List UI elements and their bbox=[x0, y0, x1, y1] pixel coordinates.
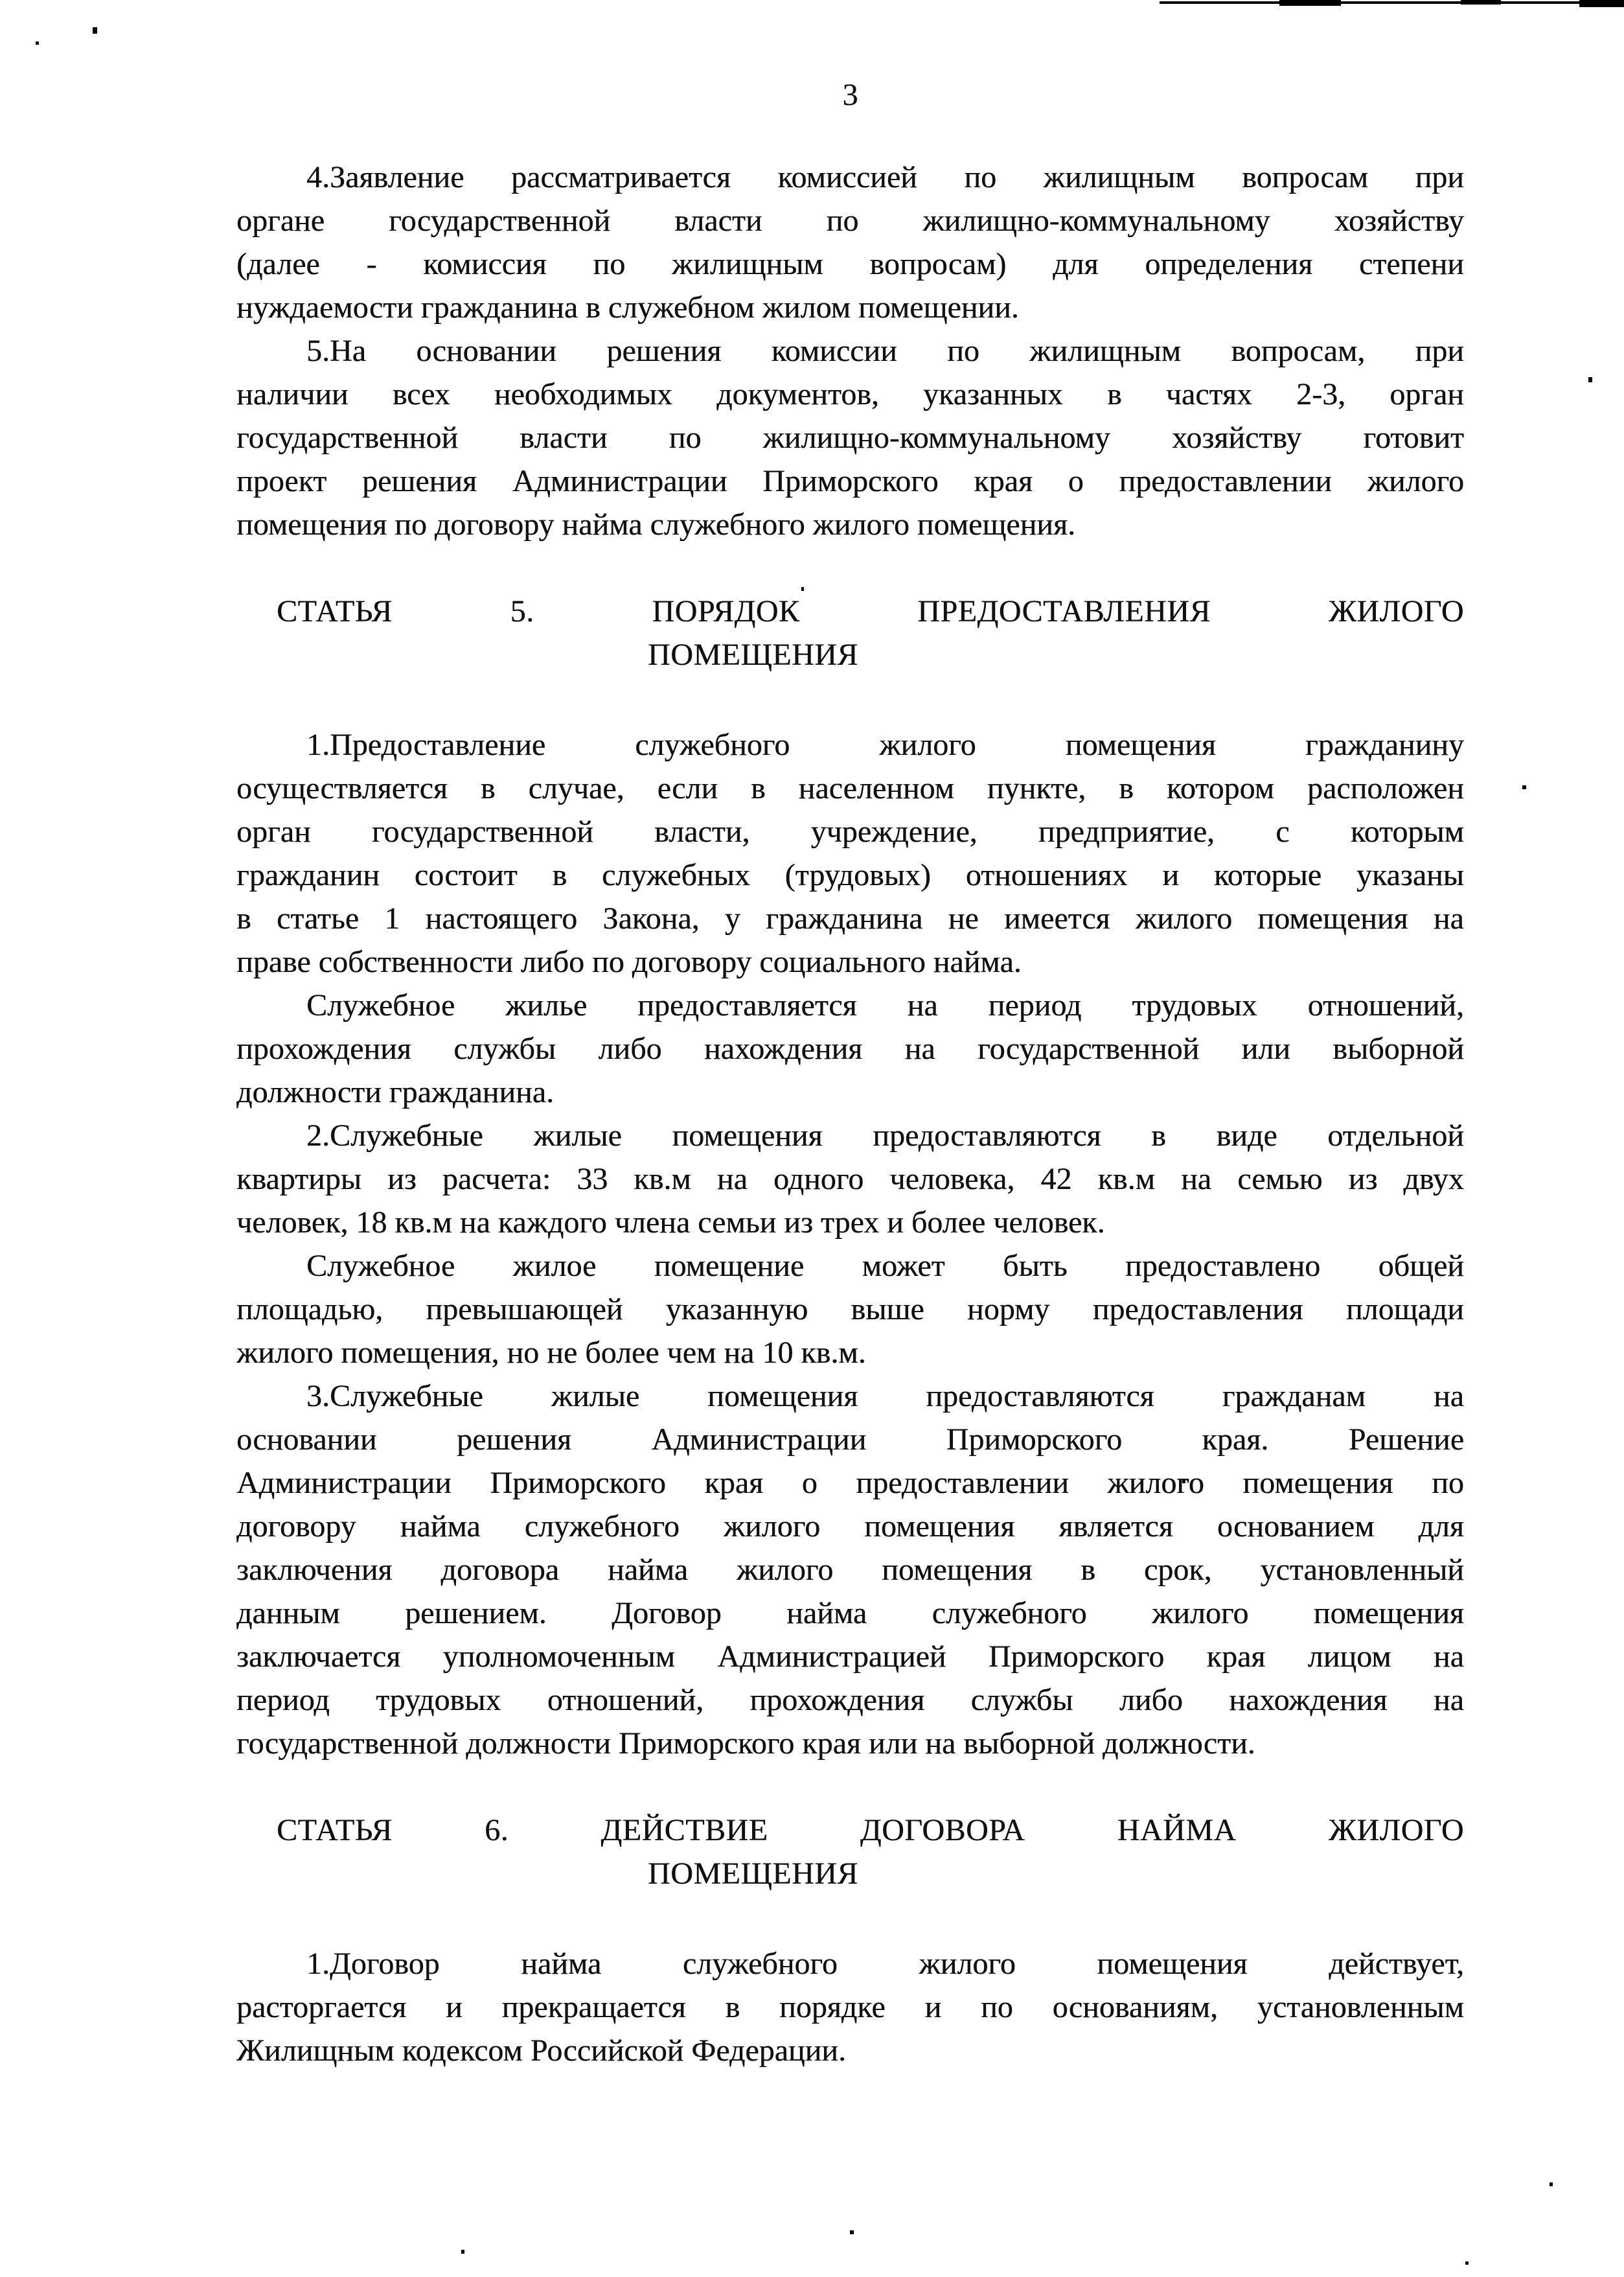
word: основании bbox=[416, 334, 556, 368]
text-line bbox=[236, 1985, 1464, 2029]
word: по bbox=[1432, 1466, 1464, 1500]
word: кв.м bbox=[1097, 1162, 1155, 1196]
word: края bbox=[1206, 1639, 1266, 1674]
text-line: должности гражданина. bbox=[236, 1075, 555, 1109]
word: в bbox=[1119, 771, 1134, 805]
word: края. bbox=[1202, 1422, 1269, 1457]
word: проект bbox=[236, 464, 327, 498]
word: период bbox=[988, 988, 1082, 1023]
word: гражданам bbox=[1222, 1379, 1366, 1413]
word: населенном bbox=[798, 771, 954, 805]
word: по bbox=[947, 334, 979, 368]
text-line: помещения по договору найма служебного жилого помещения. bbox=[236, 507, 1076, 542]
text-line bbox=[236, 1114, 1464, 1157]
scan-noise-dot bbox=[36, 41, 39, 45]
word: статье bbox=[276, 901, 360, 936]
word: квартиры bbox=[236, 1162, 361, 1196]
word: службы bbox=[453, 1032, 556, 1066]
word: либо bbox=[598, 1032, 662, 1066]
word: жилищным bbox=[1043, 160, 1195, 194]
text-line bbox=[236, 897, 1464, 940]
word: жилые bbox=[551, 1379, 640, 1413]
word: края bbox=[704, 1466, 764, 1500]
word: ДЕЙСТВИЕ bbox=[600, 1813, 768, 1847]
word: жилого bbox=[1367, 464, 1464, 498]
word: быть bbox=[1003, 1249, 1068, 1283]
word: основаниям, bbox=[1052, 1990, 1218, 2024]
word: с bbox=[1275, 815, 1290, 849]
word: комиссия bbox=[423, 247, 547, 281]
word: решения bbox=[606, 334, 722, 368]
word: определения bbox=[1145, 247, 1313, 281]
word: является bbox=[1058, 1509, 1173, 1543]
text-line bbox=[236, 1244, 1464, 1288]
word: ЖИЛОГО bbox=[1328, 594, 1464, 629]
word: помещения bbox=[1257, 901, 1408, 936]
word: Договор bbox=[612, 1596, 722, 1630]
word: указанных bbox=[923, 377, 1063, 411]
word: пункте, bbox=[987, 771, 1086, 805]
word: НАЙМА bbox=[1117, 1813, 1237, 1847]
word: в bbox=[236, 901, 251, 936]
word: предоставлении bbox=[1119, 464, 1332, 498]
word: вопросам, bbox=[1231, 334, 1366, 368]
word: помещения bbox=[1065, 728, 1216, 762]
word: которые bbox=[1213, 858, 1321, 892]
text-line bbox=[236, 853, 1464, 897]
word: помещения bbox=[1097, 1947, 1248, 1981]
word: общей bbox=[1378, 1249, 1464, 1283]
text-line: ПОМЕЩЕНИЯ bbox=[648, 638, 858, 672]
word: помещение bbox=[654, 1249, 805, 1283]
word: предоставлено bbox=[1125, 1249, 1321, 1283]
word: заключения bbox=[236, 1553, 393, 1587]
word: власти bbox=[520, 421, 608, 455]
word: жилого bbox=[736, 1553, 834, 1587]
word: предоставлении bbox=[856, 1466, 1069, 1500]
word: не bbox=[948, 901, 979, 936]
word: отношений, bbox=[1307, 988, 1464, 1023]
word: помещения bbox=[707, 1379, 858, 1413]
word: и bbox=[924, 1990, 942, 2024]
word: Администрации bbox=[236, 1466, 452, 1500]
word: государственной bbox=[389, 203, 611, 238]
word: служебного bbox=[635, 728, 790, 762]
text-line: жилого помещения, но не более чем на 10 кв.м. bbox=[236, 1335, 866, 1370]
word: выборной bbox=[1332, 1032, 1464, 1066]
word: лицом bbox=[1307, 1639, 1391, 1674]
word: решения bbox=[457, 1422, 572, 1457]
word: настоящего bbox=[425, 901, 578, 936]
word: 6. bbox=[485, 1813, 509, 1847]
word: жилищным bbox=[1029, 334, 1182, 368]
paragraph bbox=[236, 984, 1464, 1114]
word: предоставляются bbox=[873, 1118, 1101, 1153]
word: на bbox=[716, 1162, 748, 1196]
word: прохождения bbox=[236, 1032, 411, 1066]
text-line bbox=[236, 1548, 1464, 1591]
word: по bbox=[826, 203, 859, 238]
text-line bbox=[236, 723, 1464, 767]
word: и bbox=[1162, 858, 1179, 892]
word: жилого bbox=[879, 728, 976, 762]
word: 1 bbox=[384, 901, 400, 936]
word: в bbox=[480, 771, 496, 805]
word: уполномоченным bbox=[442, 1639, 676, 1674]
word: Администрацией bbox=[717, 1639, 946, 1674]
scan-noise-dot bbox=[1550, 2182, 1553, 2186]
word: площадью, bbox=[236, 1292, 383, 1326]
word: документов, bbox=[716, 377, 879, 411]
word: норму bbox=[967, 1292, 1050, 1326]
word: государственной bbox=[978, 1032, 1200, 1066]
scan-noise-dot bbox=[1465, 2261, 1469, 2265]
text-line bbox=[236, 242, 1464, 286]
word: комиссии bbox=[771, 334, 897, 368]
word: 2.Служебные bbox=[306, 1118, 483, 1153]
word: у bbox=[724, 901, 740, 936]
word: Приморского bbox=[946, 1422, 1123, 1457]
word: площади bbox=[1345, 1292, 1464, 1326]
text-line: нуждаемости гражданина в служебном жилом помещении. bbox=[236, 290, 1019, 325]
word: из bbox=[387, 1162, 417, 1196]
word: найма bbox=[786, 1596, 867, 1630]
word: прохождения bbox=[749, 1683, 925, 1717]
word: виде bbox=[1216, 1118, 1277, 1153]
word: случае, bbox=[528, 771, 624, 805]
word: помещения bbox=[864, 1509, 1015, 1543]
text-line bbox=[236, 156, 1464, 199]
page-number: 3 bbox=[842, 78, 858, 112]
word: служебного bbox=[682, 1947, 838, 1981]
text-line: праве собственности либо по договору социального найма. bbox=[236, 945, 1022, 979]
text-line bbox=[236, 1591, 1464, 1635]
scan-noise-dot bbox=[1588, 377, 1592, 382]
text-line bbox=[236, 1678, 1464, 1722]
word: расположен bbox=[1307, 771, 1464, 805]
word: может bbox=[862, 1249, 945, 1283]
word: 3.Служебные bbox=[306, 1379, 483, 1413]
word: необходимых bbox=[494, 377, 672, 411]
word: о bbox=[1068, 464, 1084, 498]
word: расторгается bbox=[236, 1990, 407, 2024]
word: по bbox=[669, 421, 702, 455]
scan-noise-dot bbox=[93, 27, 97, 34]
word: на bbox=[1433, 1379, 1464, 1413]
word: выше bbox=[851, 1292, 924, 1326]
word: решением. bbox=[405, 1596, 547, 1630]
document-body bbox=[236, 156, 1464, 2072]
text-line bbox=[236, 373, 1464, 416]
scan-edge-line bbox=[1461, 0, 1501, 5]
word: на bbox=[904, 1032, 935, 1066]
word: наличии bbox=[236, 377, 349, 411]
word: по bbox=[981, 1990, 1013, 2024]
text-line bbox=[236, 810, 1464, 853]
word: края bbox=[974, 464, 1033, 498]
word: человека, bbox=[889, 1162, 1015, 1196]
word: из bbox=[1348, 1162, 1378, 1196]
word: рассматривается bbox=[511, 160, 731, 194]
article-heading bbox=[236, 1809, 1464, 1895]
word: органе bbox=[236, 203, 325, 238]
text-line bbox=[236, 416, 1464, 459]
word: власти, bbox=[654, 815, 750, 849]
word: 42 bbox=[1040, 1162, 1072, 1196]
word: одного bbox=[773, 1162, 864, 1196]
word: на bbox=[1433, 901, 1464, 936]
word: власти bbox=[674, 203, 762, 238]
text-line: ПОМЕЩЕНИЯ bbox=[648, 1856, 858, 1891]
word: найма bbox=[521, 1947, 602, 1981]
word: помещения bbox=[672, 1118, 823, 1153]
word: 2-3, bbox=[1296, 377, 1346, 411]
word: СТАТЬЯ bbox=[277, 1813, 393, 1847]
word: орган bbox=[236, 815, 311, 849]
word: службы bbox=[970, 1683, 1073, 1717]
word: найма bbox=[607, 1553, 688, 1587]
word: действует, bbox=[1329, 1947, 1464, 1981]
word: 1.Предоставление bbox=[306, 728, 546, 762]
scan-edge-line bbox=[1279, 0, 1341, 6]
article-heading bbox=[236, 590, 1464, 676]
word: помещения bbox=[882, 1553, 1033, 1587]
word: на bbox=[1433, 1683, 1464, 1717]
word: жилое bbox=[512, 1249, 597, 1283]
word: всех bbox=[392, 377, 450, 411]
word: основании bbox=[236, 1422, 377, 1457]
word: предоставления bbox=[1092, 1292, 1303, 1326]
word: либо bbox=[1119, 1683, 1183, 1717]
word: отношений, bbox=[547, 1683, 704, 1717]
word: в bbox=[751, 771, 766, 805]
word: срок, bbox=[1143, 1553, 1212, 1587]
word: Приморского bbox=[762, 464, 939, 498]
word: отдельной bbox=[1327, 1118, 1464, 1153]
paragraph bbox=[236, 723, 1464, 984]
scan-noise-dot bbox=[850, 2230, 854, 2234]
word: на bbox=[907, 988, 938, 1023]
word: в bbox=[1151, 1118, 1166, 1153]
word: Служебное bbox=[306, 1249, 455, 1283]
word: жилого bbox=[723, 1509, 821, 1543]
word: для bbox=[1053, 247, 1099, 281]
word: служебных bbox=[601, 858, 750, 892]
text-line: государственной должности Приморского края или на выборной должности. bbox=[236, 1726, 1255, 1761]
word: прекращается bbox=[501, 1990, 686, 2024]
text-line bbox=[236, 1942, 1464, 1985]
word: жилье bbox=[505, 988, 588, 1023]
paragraph bbox=[236, 1244, 1464, 1374]
word: вопросам) bbox=[869, 247, 1007, 281]
word: ПОРЯДОК bbox=[652, 594, 800, 629]
text-line bbox=[236, 1374, 1464, 1418]
word: трудовых bbox=[1132, 988, 1257, 1023]
word: гражданина bbox=[766, 901, 923, 936]
paragraph bbox=[236, 1942, 1464, 2072]
word: жилищным bbox=[671, 247, 823, 281]
word: кв.м bbox=[634, 1162, 691, 1196]
text-line: человек, 18 кв.м на каждого члена семьи из трех и более человек. bbox=[236, 1205, 1105, 1240]
word: трудовых bbox=[376, 1683, 501, 1717]
word: договора bbox=[440, 1553, 559, 1587]
word: предприятие, bbox=[1038, 815, 1215, 849]
text-line bbox=[236, 767, 1464, 810]
word: на bbox=[1433, 1639, 1464, 1674]
word: нахождения bbox=[703, 1032, 863, 1066]
word: отношениях bbox=[965, 858, 1128, 892]
scan-noise-dot bbox=[1522, 785, 1526, 789]
text-line bbox=[236, 1027, 1464, 1070]
word: государственной bbox=[371, 815, 593, 849]
word: служебного bbox=[524, 1509, 680, 1543]
word: для bbox=[1418, 1509, 1464, 1543]
text-line: Жилищным кодексом Российской Федерации. bbox=[236, 2033, 846, 2068]
word: которым bbox=[1350, 815, 1464, 849]
paragraph bbox=[236, 1374, 1464, 1765]
text-line bbox=[236, 1809, 1464, 1852]
text-line bbox=[236, 590, 1464, 633]
word: ПРЕДОСТАВЛЕНИЯ bbox=[917, 594, 1211, 629]
word: указаны bbox=[1356, 858, 1464, 892]
word: при bbox=[1415, 160, 1464, 194]
word: ЖИЛОГО bbox=[1328, 1813, 1464, 1847]
word: в bbox=[1106, 377, 1122, 411]
word: готовит bbox=[1363, 421, 1464, 455]
word: если bbox=[657, 771, 718, 805]
word: государственной bbox=[236, 421, 459, 455]
word: период bbox=[236, 1683, 330, 1717]
word: при bbox=[1415, 334, 1464, 368]
word: помещения bbox=[1313, 1596, 1464, 1630]
word: гражданину bbox=[1305, 728, 1464, 762]
text-line bbox=[236, 1157, 1464, 1201]
word: Приморского bbox=[988, 1639, 1165, 1674]
text-line bbox=[236, 984, 1464, 1027]
word: расчета: bbox=[442, 1162, 551, 1196]
word: (трудовых) bbox=[784, 858, 931, 892]
word: состоит bbox=[414, 858, 518, 892]
word: степени bbox=[1358, 247, 1464, 281]
paragraph bbox=[236, 1114, 1464, 1244]
word: договору bbox=[236, 1509, 356, 1543]
word: служебного bbox=[932, 1596, 1087, 1630]
word: вопросам bbox=[1242, 160, 1368, 194]
word: и bbox=[446, 1990, 463, 2024]
word: 33 bbox=[577, 1162, 608, 1196]
word: в bbox=[725, 1990, 740, 2024]
paragraph bbox=[236, 329, 1464, 546]
word: по bbox=[964, 160, 997, 194]
word: 4.Заявление bbox=[306, 160, 464, 194]
word: 5.На bbox=[306, 334, 366, 368]
word: Администрации bbox=[651, 1422, 867, 1457]
word: в bbox=[1081, 1553, 1095, 1587]
text-line bbox=[236, 1461, 1464, 1505]
text-line bbox=[236, 199, 1464, 242]
word: помещения bbox=[1242, 1466, 1393, 1500]
text-line bbox=[236, 1288, 1464, 1331]
text-line bbox=[236, 329, 1464, 373]
word: основанием bbox=[1217, 1509, 1375, 1543]
word: установленный bbox=[1260, 1553, 1464, 1587]
word: жилые bbox=[533, 1118, 622, 1153]
word: учреждение, bbox=[810, 815, 978, 849]
word: хозяйству bbox=[1172, 421, 1302, 455]
word: семью bbox=[1237, 1162, 1323, 1196]
word: комиссией bbox=[777, 160, 917, 194]
word: заключается bbox=[236, 1639, 401, 1674]
word: Администрации bbox=[512, 464, 727, 498]
word: жилого bbox=[1107, 1466, 1204, 1500]
word: хозяйству bbox=[1334, 203, 1464, 238]
word: - bbox=[366, 247, 377, 281]
word: 1.Договор bbox=[306, 1947, 440, 1981]
word: данным bbox=[236, 1596, 340, 1630]
word: Служебное bbox=[306, 988, 455, 1023]
word: орган bbox=[1390, 377, 1464, 411]
word: осуществляется bbox=[236, 771, 448, 805]
text-line bbox=[236, 1418, 1464, 1461]
word: жилого bbox=[919, 1947, 1016, 1981]
word: Решение bbox=[1348, 1422, 1464, 1457]
word: жилого bbox=[1135, 901, 1233, 936]
word: имеется bbox=[1003, 901, 1110, 936]
text-line bbox=[236, 1635, 1464, 1678]
word: жилищно-коммунальному bbox=[922, 203, 1270, 238]
word: котором bbox=[1166, 771, 1274, 805]
word: Приморского bbox=[490, 1466, 666, 1500]
word: предоставляются bbox=[926, 1379, 1154, 1413]
word: или bbox=[1241, 1032, 1290, 1066]
word: ДОГОВОРА bbox=[860, 1813, 1025, 1847]
text-line bbox=[236, 1505, 1464, 1548]
word: СТАТЬЯ bbox=[277, 594, 393, 629]
word: найма bbox=[400, 1509, 481, 1543]
word: Закона, bbox=[602, 901, 700, 936]
scan-edge-line bbox=[1579, 0, 1624, 7]
word: нахождения bbox=[1229, 1683, 1388, 1717]
word: на bbox=[1181, 1162, 1212, 1196]
word: жилищно-коммунальному bbox=[762, 421, 1110, 455]
text-line bbox=[236, 459, 1464, 503]
word: (далее bbox=[236, 247, 320, 281]
word: о bbox=[801, 1466, 818, 1500]
text-content bbox=[236, 73, 1464, 2072]
word: указанную bbox=[665, 1292, 808, 1326]
word: порядке bbox=[779, 1990, 886, 2024]
paragraph bbox=[236, 156, 1464, 329]
word: жилого bbox=[1152, 1596, 1249, 1630]
word: в bbox=[552, 858, 567, 892]
word: превышающей bbox=[426, 1292, 623, 1326]
word: 5. bbox=[510, 594, 534, 629]
word: решения bbox=[361, 464, 477, 498]
word: гражданин bbox=[236, 858, 380, 892]
word: частях bbox=[1165, 377, 1252, 411]
word: установленным bbox=[1257, 1990, 1464, 2024]
word: по bbox=[593, 247, 626, 281]
word: двух bbox=[1403, 1162, 1464, 1196]
word: предоставляется bbox=[637, 988, 857, 1023]
scan-noise-dot bbox=[461, 2250, 464, 2254]
scan-edge-line bbox=[1160, 1, 1624, 4]
